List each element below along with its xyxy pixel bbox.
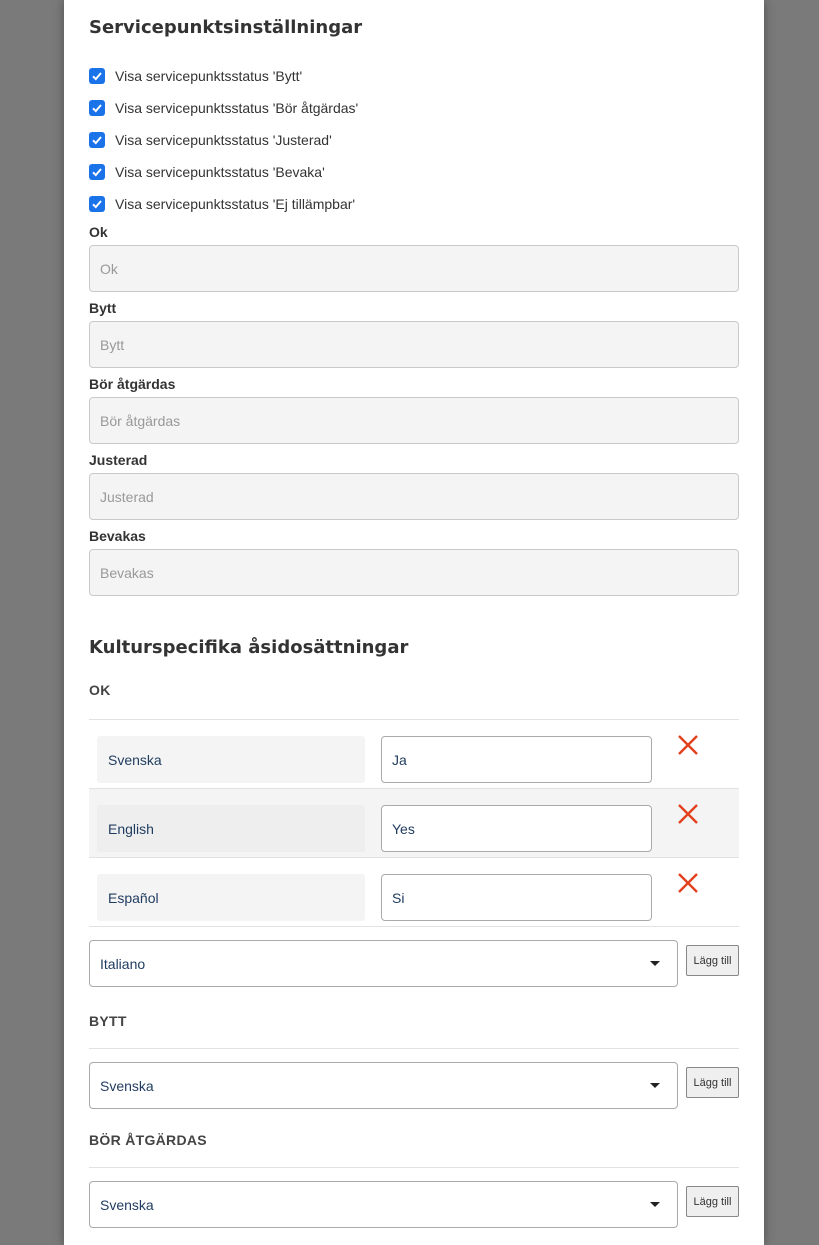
- close-icon[interactable]: [677, 803, 699, 825]
- override-value-input[interactable]: [381, 805, 652, 852]
- checkbox-row-bevaka[interactable]: [89, 156, 739, 188]
- override-value-input[interactable]: [381, 874, 652, 921]
- checkbox[interactable]: [89, 132, 105, 148]
- checkbox-label: Visa servicepunktsstatus 'Bör åtgärdas': [115, 100, 359, 116]
- language-name: English: [97, 805, 365, 852]
- language-select-value: Svenska: [100, 1077, 154, 1094]
- checkbox[interactable]: [89, 164, 105, 180]
- checkbox-row-bytt[interactable]: [89, 60, 739, 92]
- language-select-value: Svenska: [100, 1196, 154, 1213]
- bevakas-text-field[interactable]: [89, 549, 739, 596]
- language-select[interactable]: [89, 1062, 678, 1109]
- bor-atgardas-text-field[interactable]: [89, 397, 739, 444]
- checkbox-label: Visa servicepunktsstatus 'Bytt': [115, 68, 303, 84]
- culture-group-bytt: [89, 1013, 739, 1111]
- settings-panel: [64, 0, 764, 1245]
- checkmark-icon: [91, 102, 103, 114]
- add-button[interactable]: Lägg till: [686, 1186, 739, 1217]
- language-name: Svenska: [97, 736, 365, 783]
- chevron-down-icon: [650, 961, 660, 966]
- status-checkbox-list: [89, 60, 739, 220]
- checkmark-icon: [91, 70, 103, 82]
- field-label-ok: Ok: [89, 224, 108, 240]
- chevron-down-icon: [650, 1083, 660, 1088]
- chevron-down-icon: [650, 1202, 660, 1207]
- language-select[interactable]: [89, 1181, 678, 1228]
- language-select[interactable]: [89, 940, 678, 987]
- checkmark-icon: [91, 134, 103, 146]
- checkbox-label: Visa servicepunktsstatus 'Bevaka': [115, 164, 325, 180]
- section-title-culture-overrides: Kulturspecifika åsidosättningar: [89, 637, 409, 658]
- override-row: [89, 789, 739, 858]
- close-icon[interactable]: [677, 872, 699, 894]
- group-title: OK: [89, 682, 111, 698]
- group-title: BYTT: [89, 1013, 127, 1029]
- language-select-value: Italiano: [100, 955, 146, 972]
- field-label-bevakas: Bevakas: [89, 528, 146, 544]
- override-row: [89, 720, 739, 789]
- field-label-justerad: Justerad: [89, 452, 148, 468]
- checkbox[interactable]: [89, 100, 105, 116]
- section-title-service-settings: Servicepunktsinställningar: [89, 17, 363, 38]
- add-button[interactable]: Lägg till: [686, 1067, 739, 1098]
- checkbox[interactable]: [89, 68, 105, 84]
- culture-group-bor-atgardas: [89, 1132, 739, 1230]
- culture-group-ok: [89, 682, 739, 989]
- field-label-bor-atgardas: Bör åtgärdas: [89, 376, 176, 392]
- override-row: [89, 858, 739, 927]
- checkbox-row-ej-tillampbar[interactable]: [89, 188, 739, 220]
- close-icon[interactable]: [677, 734, 699, 756]
- add-language-row: [89, 1168, 739, 1230]
- checkbox-label: Visa servicepunktsstatus 'Justerad': [115, 132, 332, 148]
- add-language-row: [89, 927, 739, 989]
- add-language-row: [89, 1049, 739, 1111]
- override-value-input[interactable]: [381, 736, 652, 783]
- field-label-bytt: Bytt: [89, 300, 117, 316]
- justerad-text-field[interactable]: [89, 473, 739, 520]
- ok-text-field[interactable]: [89, 245, 739, 292]
- checkbox[interactable]: [89, 196, 105, 212]
- checkmark-icon: [91, 198, 103, 210]
- checkbox-row-justerad[interactable]: [89, 124, 739, 156]
- checkbox-label: Visa servicepunktsstatus 'Ej tillämpbar': [115, 196, 356, 212]
- add-button[interactable]: Lägg till: [686, 945, 739, 976]
- bytt-text-field[interactable]: [89, 321, 739, 368]
- language-name: Español: [97, 874, 365, 921]
- group-title: BÖR ÅTGÄRDAS: [89, 1132, 207, 1148]
- checkmark-icon: [91, 166, 103, 178]
- checkbox-row-bor-atgardas[interactable]: [89, 92, 739, 124]
